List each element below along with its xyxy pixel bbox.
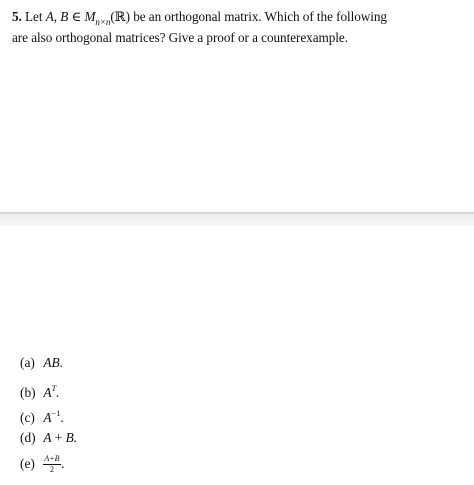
option-c: [20, 405, 77, 430]
page-gap: [0, 212, 474, 226]
option-e: [20, 455, 77, 480]
transpose-superscript: T: [51, 383, 57, 393]
problem-let-word: Let: [25, 9, 43, 24]
problem-line-2: are also orthogonal matrices? Give a proof or a counterexample.: [12, 30, 348, 45]
option-a: [20, 355, 77, 380]
option-e-label: (e): [20, 456, 35, 471]
fraction-denominator: 2: [49, 465, 54, 474]
option-d-left: A: [43, 430, 52, 445]
option-d-expression: [43, 430, 77, 446]
option-d-period: .: [73, 430, 78, 445]
problem-line-1: [12, 9, 467, 30]
option-c-label: (c): [20, 410, 35, 425]
option-a-period: .: [59, 355, 64, 370]
matrix-variables: A, B: [45, 9, 69, 24]
option-c-period: .: [60, 410, 64, 425]
option-b-label: (b): [20, 385, 36, 400]
problem-line-1-rest: be an orthogonal matrix. Which of the following: [133, 9, 387, 24]
inverse-superscript: −1: [51, 408, 61, 418]
problem-number: 5.: [12, 9, 22, 24]
option-b-expression: [43, 380, 59, 401]
option-a-expression: [43, 355, 63, 371]
option-c-base: A: [43, 410, 52, 425]
option-a-label: (a): [20, 355, 35, 370]
problem-text: [12, 9, 467, 46]
option-d-label: (d): [20, 430, 36, 445]
fraction-numerator: A+B: [44, 454, 60, 463]
option-a-product: AB: [43, 355, 60, 370]
option-b: [20, 380, 77, 405]
option-d-right: B: [65, 430, 74, 445]
real-field-symbol: (ℝ): [110, 9, 130, 24]
option-d: [20, 430, 77, 455]
option-b-base: A: [43, 385, 52, 400]
option-b-period: .: [56, 385, 60, 400]
plus-symbol: +: [54, 430, 63, 445]
option-e-expression: [43, 455, 65, 474]
matrix-space-symbol: M: [84, 9, 96, 24]
option-e-period: .: [61, 456, 65, 471]
matrix-size-subscript: n×n: [95, 17, 111, 27]
element-of-symbol: ∈: [71, 9, 82, 24]
option-c-expression: [43, 405, 64, 426]
average-fraction: [43, 455, 60, 474]
answer-options-list: [20, 355, 77, 480]
